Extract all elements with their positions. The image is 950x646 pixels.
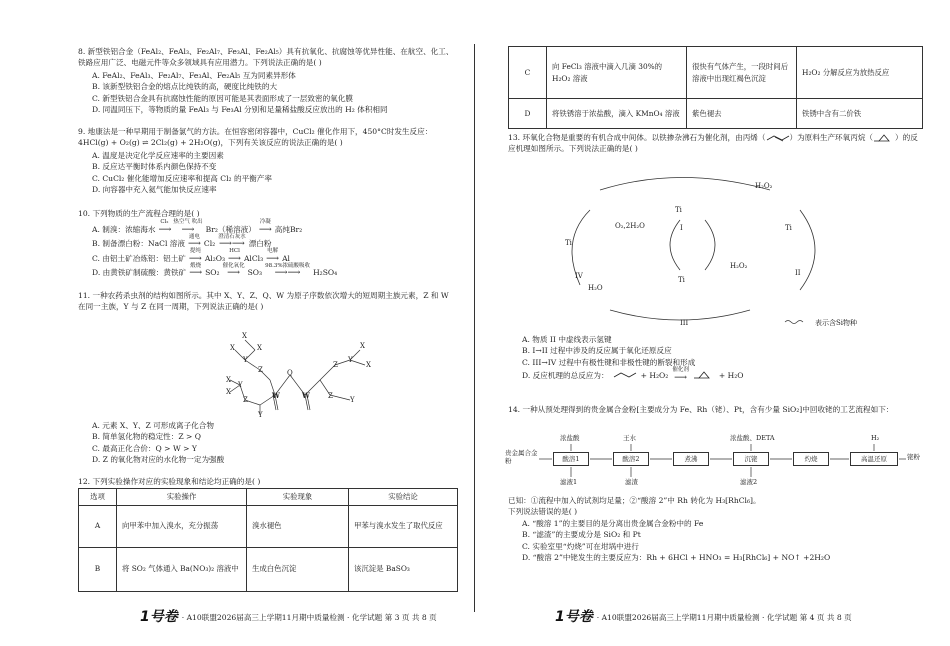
q12-stem: 12. 下列实验操作对应的实验现象和结论均正确的是( ) [78,477,261,486]
ti-label: Ti [678,276,685,284]
q10c-label: C. 由铝土矿冶炼铝：铝土矿 [92,253,186,263]
table-cell: D [509,99,547,129]
question-9 [78,126,458,195]
q10d-label: D. 由黄铁矿制硫酸：黄铁矿 [92,268,187,277]
table-cell: 将 SO₂ 气体通入 Ba(NO₃)₂ 溶液中 [117,547,247,591]
propene-icon [613,371,637,379]
q11-option-a: A. 元素 X、Y、Z 可形成离子化合物 [92,421,214,430]
q10c-arrow3-label: 电解 [267,248,279,255]
atom-z: Z [258,366,263,374]
q10b-end: 漂白粉 [248,239,272,248]
q14-option-d: D. “酸溶 2”中铑发生的主要反应为：Rh + 6HCl + HNO₃ = H₃[RhCl₆] + NO↑ +2H₂O [522,552,831,562]
q14-flowchart [505,432,925,492]
atom-z: Z [243,396,248,404]
h2o2-label: H₂O₂ [755,182,773,190]
ti-label: Ti [675,206,682,214]
q13-option-a: A. 物质 II 中虚线表示氢键 [522,335,612,344]
atom-x: X [360,342,365,350]
structure-atoms [226,332,371,419]
q10a-label: A. 制溴：浓缩海水 [92,224,156,234]
q13-option-b: B. I→II 过程中涉及的反应属于氧化还原反应 [522,346,672,356]
species-i-label: I [680,224,683,232]
arrow-icon: ⟶⟶ [274,268,301,279]
q14-note1: 已知：①流程中加入的试剂均足量；②“酸溶 2”中 Rh 转化为 H₃[RhCl₆]。 [508,496,761,505]
q10a-mid: Br₂（稀溶液） [205,224,256,234]
table-cell: A [79,505,117,547]
atom-y: Y [348,356,353,364]
q8-stem: 8. 新型铁铝合金（FeAl₂、FeAl₃、Fe₂Al₇、Fe₃Al、Fe₂Al₅）具有抗氧化、抗腐蚀等优异性能、在航空、化工、铁路应用广泛、电磁元件等众多领域具有应用潜力。下列说法正确的是( ) [78,47,454,68]
arrow-icon: ⟶ [228,253,241,264]
q10d-arrow2-label: 催化氧化 [222,262,245,269]
q13-option-d [508,368,923,383]
q10-stem: 10. 下列物质的生产流程合理的是( ) [78,209,200,218]
arrow-icon: ⟶ [189,268,203,279]
ti-label: Ti [565,239,572,247]
flow-step: 酸溶2 [613,452,649,466]
flow-reagent: H₂ [871,434,880,442]
species-iii-label: III [680,319,689,327]
question-13-options [508,334,923,383]
q10d-mid1: SO₂ [205,268,220,277]
mechanism-cycle-arrows [572,178,815,321]
propene-icon [766,134,790,142]
arrow-icon: ⟶ [158,224,171,235]
atom-y: Y [350,396,355,404]
o2-h2o-label: O₂,2H₂O [615,222,645,230]
q8-option-c: C. 新型铁铝合金具有抗腐蚀性能的原因可能是其表面形成了一层致密的氧化膜 [92,93,353,103]
q13-stem-part2: ）为原料生产环氧丙烷（ [789,133,874,142]
h2o-label: H₂O [588,284,603,292]
atom-w: W [302,391,310,400]
arrow-icon: ⟶ [181,224,195,235]
flow-step: 沉铑 [733,452,769,466]
q10c-arrow2-label: HCl [229,248,240,255]
question-14 [508,404,923,416]
flow-arrows [505,432,925,492]
page-footer [555,607,852,628]
h2o2-label: H₂O₂ [730,262,748,270]
q10c-mid2: AlCl₃ [243,253,264,263]
ti-label: Ti [785,224,792,232]
q11-option-c: C. 最高正化合价：Q > W > Y [92,443,197,453]
epoxide-icon [873,133,895,143]
table-cell: 很快有气体产生，一段时间后溶液中出现红褐色沉淀 [687,47,797,99]
footer-text: · A10联盟2026届高三上学期11月期中质量检测 · 化学试题 第 4 页 共 8 页 [596,612,852,622]
mechanism-labels [565,182,857,327]
q13-stem-part1: 13. 环氧化合物是重要的有机合成中间体。以铁掺杂沸石为催化剂，由丙烯（ [508,133,766,142]
q10c-mid1: Al₂O₃ [204,253,226,263]
table-cell: 将铁锈溶于浓盐酸，滴入 KMnO₄ 溶液 [547,99,687,129]
flow-output: 滤液1 [560,478,578,486]
atom-x: X [242,332,247,340]
q12-table [78,488,458,591]
q13-option-c: C. III→IV 过程中有极性键和非极性键的断裂和形成 [522,357,696,367]
atom-w: W [272,391,280,400]
q8-option-a: A. FeAl₂、FeAl₃、Fe₂Al₇、Fe₃Al、Fe₂Al₅ 互为同素异形体 [92,70,296,80]
arrow-icon: ⟶ [227,268,241,279]
q10d-end: H₂SO₄ [313,268,338,277]
q13d-end: + H₂O [718,370,744,380]
table-cell: 溴水褪色 [247,505,349,547]
q10a-arrow1-label: Cl₂ [160,219,169,226]
q12-table-continued [508,46,923,129]
table-cell: 该沉淀是 BaSO₃ [349,547,458,591]
q13-mechanism-diagram [530,170,890,328]
q9-option-c: C. CuCl₂ 催化能增加反应速率和提高 Cl₂ 的平衡产率 [92,173,272,183]
q14-stem: 14. 一种从预处理得到的贵金属合金粉[主要成分为 Fe、Rh（铑）、Pt，含有少量 SiO₂]中回收铑的工艺流程如下： [508,405,894,414]
atom-z: Z [333,361,338,369]
table-header: 选项 [79,489,117,505]
q10c-arrow1-label: 提纯 [189,248,201,255]
q10b-label: B. 制备漂白粉：NaCl 溶液 [92,239,185,248]
table-cell: 向 FeCl₃ 溶液中滴入几滴 30%的 H₂O₂ 溶液 [547,47,687,99]
arrow-icon: ⟶ [188,253,202,264]
atom-q: Q [287,369,293,377]
flow-reagent: 王水 [623,434,636,442]
flow-start: 贵金属合金粉 [505,449,538,465]
atom-y: Y [243,356,248,364]
q10a-end: 高纯Br₂ [274,224,303,234]
atom-z: Z [328,392,333,400]
q10-option-d [78,264,458,279]
si-note: 表示含Si物种 [815,319,858,327]
arrow-icon: ⟶ [258,224,272,235]
footer-text: · A10联盟2026届高三上学期11月期中质量检测 · 化学试题 第 3 页 共 8 页 [181,612,437,622]
arrow-icon: ⟶⟶ [219,239,245,250]
flow-output: 滤渣 [625,478,638,486]
q10a-arrow3-label: 冷凝 [259,219,271,226]
flow-step: 高温还原 [850,452,898,466]
table-header: 实验现象 [247,489,349,505]
table-cell: 紫色褪去 [687,99,797,129]
table-row [79,505,458,547]
atom-x: X [230,344,235,352]
question-11 [78,290,458,314]
question-10 [78,208,458,278]
atom-y: Y [258,411,263,419]
table-cell: 铁锈中含有二价铁 [797,99,923,129]
species-ii-label: II [795,269,801,277]
page-4 [475,0,950,646]
q10b-mid: Cl₂ [203,239,216,248]
atom-x: X [257,344,262,352]
table-cell: B [79,547,117,591]
flow-end: 铑粉 [907,453,920,461]
table-cell: 生成白色沉淀 [247,547,349,591]
q13-stem [508,132,923,155]
q9-option-a: A. 温度是决定化学反应速率的主要因素 [92,150,224,160]
table-row [79,547,458,591]
question-11-options [78,420,458,466]
structure-bonds [230,340,365,415]
q11-option-d: D. Z 的氧化物对应的水化物一定为强酸 [92,455,225,465]
q10a-arrow2-label: 热空气 吹出 [173,219,203,226]
q9-option-d: D. 向容器中充入氦气能加快反应速率 [92,184,217,194]
q10-option-a [78,220,458,235]
table-header: 实验结论 [349,489,458,505]
q14-option-c: C. 实验室里“灼烧”可在坩埚中进行 [522,541,639,551]
question-13 [508,132,923,156]
q10-option-c [78,249,458,264]
arrow-icon: ⟶ [674,372,688,383]
q13d-label: D. 反应机理的总反应为： [522,370,609,380]
q10c-end: Al [282,253,290,263]
table-cell: H₂O₂ 分解反应为放热反应 [797,47,923,99]
q13-stem-part3: ）的反应机理如图所示。下列说法正确的是( ) [508,133,918,154]
table-header-row [79,489,458,505]
q9-stem: 9. 地康法是一种早期用于制备氯气的方法。在恒容密闭容器中，CuCl₂ 催化作用下，450°C时发生反应：4HCl(g) + O₂(g) ⇌ 2Cl₂(g) + 2H₂O(g)，下列有关该反应的说法正确的是( ) [78,127,433,148]
flow-reagent: 浓盐酸 [560,434,580,442]
brand-logo: 1号卷 [140,609,178,625]
q10d-mid2: SO₃ [247,268,263,277]
flow-reagent: 浓盐酸、DETA [730,434,775,442]
q14-option-a: A. “酸溶 1”的主要目的是分离出贵金属合金粉中的 Fe [522,518,704,528]
atom-x: X [366,361,371,369]
brand-logo: 1号卷 [555,609,593,625]
q13d-catalyst: 催化剂 [672,367,689,374]
table-row [509,47,923,99]
species-iv-label: IV [575,272,583,280]
q10d-arrow1-label: 煅烧 [190,262,202,269]
flow-step: 煮沸 [673,452,709,466]
q10b-arrow2-label: 澄清石灰水 [218,233,246,240]
q8-option-b: B. 该新型铁铝合金的熔点比纯铁的高，硬度比纯铁的大 [92,82,278,92]
question-8 [78,46,458,115]
atom-x: X [226,388,231,396]
epoxide-icon [693,370,715,380]
atom-x: X [226,376,231,384]
question-12 [78,476,458,592]
wavy-line-icon [785,321,803,324]
flow-step: 酸溶1 [553,452,589,466]
q11-option-b: B. 简单氢化物的稳定性：Z > Q [92,432,202,442]
q8-option-d: D. 同温同压下，等物质的量 FeAl₃ 与 Fe₃Al 分别和足量稀盐酸反应放出的 H₂ 体积相同 [92,104,388,114]
table-cell: 甲苯与溴水发生了取代反应 [349,505,458,547]
q14-note2: 下列说法错误的是( ) [508,507,578,517]
table-cell: C [509,47,547,99]
arrow-icon: ⟶ [187,239,201,250]
q14-option-b: B. “滤渣”的主要成分是 SiO₂ 和 Pt [522,530,641,540]
arrow-icon: ⟶ [266,253,280,264]
question-14-options [508,495,923,563]
table-row [509,99,923,129]
flow-output: 滤液2 [740,478,758,486]
atom-y: Y [238,381,243,389]
table-header: 实验操作 [117,489,247,505]
table-cell: 向甲苯中加入溴水，充分振荡 [117,505,247,547]
q11-stem: 11. 一种农药杀虫剂的结构如图所示。其中 X、Y、Z、Q、W 为原子序数依次增大的短周期主族元素，Z 和 W 在同一主族，Y 与 Z 在同一周期，下列说法正确的是( ) [78,291,449,312]
q10d-arrow3-label: 98.3%浓硫酸吸收 [265,262,311,269]
q9-option-b: B. 反应达平衡时体系内颜色保持不变 [92,162,217,172]
flow-step: 灼烧 [793,452,829,466]
page-footer [140,607,437,628]
q11-structure-diagram [200,320,400,420]
question-12-continued [508,46,923,129]
q13d-mid: + H₂O₂ [640,370,669,380]
q10b-arrow1-label: 通电 [188,233,200,240]
